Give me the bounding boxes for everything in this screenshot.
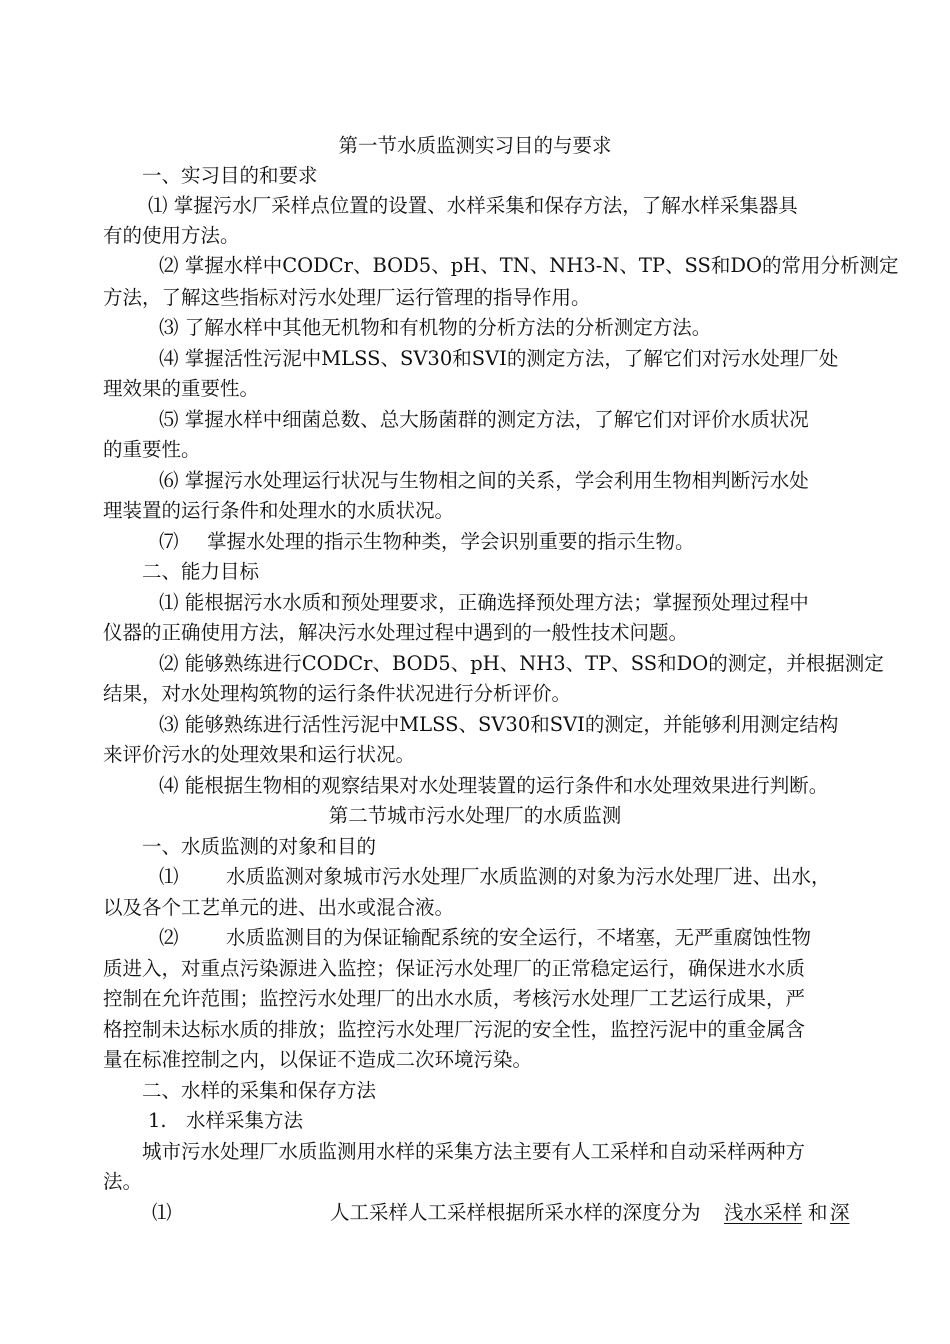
paragraph-line xyxy=(0,405,950,435)
heading-objects-purpose: 一、水质监测的对象和目的 xyxy=(142,835,377,858)
purpose-item-1-number: ⑴ xyxy=(159,865,179,888)
purpose-item-1: 水质监测对象城市污水处理厂水质监测的对象为污水处理厂进、出水， xyxy=(226,865,831,888)
goal-item-1: ⑴ 掌握污水厂采样点位置的设置、水样采集和保存方法，了解水样采集器具 xyxy=(148,194,798,217)
goal-item-4: ⑷ 掌握活性污泥中MLSS、SV30和SVI的测定方法，了解它们对污水处理厂处 xyxy=(159,347,839,370)
heading-sampling: 二、水样的采集和保存方法 xyxy=(142,1079,377,1102)
paragraph-line xyxy=(0,679,950,709)
ability-item-3: ⑶ 能够熟练进行活性污泥中MLSS、SV30和SVI的测定，并能够利用测定结构 xyxy=(159,713,839,736)
paragraph-line xyxy=(0,1167,950,1197)
paragraph-line xyxy=(0,191,950,221)
paragraph-line xyxy=(0,1045,950,1075)
paragraph-line xyxy=(0,344,950,374)
goal-item-4-cont: 理效果的重要性。 xyxy=(103,377,260,400)
paragraph-line xyxy=(0,984,950,1014)
goal-item-2: ⑵ 掌握水样中CODCr、BOD5、pH、TN、NH3-N、TP、SS和DO的常用分析测定 xyxy=(159,254,899,277)
ability-item-2: ⑵ 能够熟练进行CODCr、BOD5、pH、NH3、TP、SS和DO的测定，并根据测定 xyxy=(159,652,884,675)
heading-line xyxy=(0,1076,950,1106)
paragraph-line xyxy=(0,710,950,740)
heading-goals: 一、实习目的和要求 xyxy=(142,164,318,187)
paragraph-line xyxy=(0,1015,950,1045)
goal-item-6-cont: 理装置的运行条件和处理水的水质状况。 xyxy=(103,499,455,522)
heading-line xyxy=(0,557,950,587)
ability-item-3-cont: 来评价污水的处理效果和运行状况。 xyxy=(103,743,416,766)
paragraph-line xyxy=(0,283,950,313)
paragraph-line xyxy=(0,496,950,526)
paragraph-line xyxy=(0,588,950,618)
goal-item-6: ⑹ 掌握污水处理运行状况与生物相之间的关系，学会利用生物相判断污水处 xyxy=(159,469,809,492)
purpose-item-2-cont-4: 量在标准控制之内，以保证不造成二次环境污染。 xyxy=(103,1048,533,1071)
goal-item-2-cont: 方法，了解这些指标对污水处理厂运行管理的指导作用。 xyxy=(103,286,591,309)
deep-sampling-link[interactable]: 深 xyxy=(830,1201,850,1224)
goal-item-1-cont: 有的使用方法。 xyxy=(103,224,240,247)
manual-sampling-text: 人工采样人工采样根据所采水样的深度分为 xyxy=(330,1201,701,1224)
paragraph-line xyxy=(0,740,950,770)
paragraph-line xyxy=(0,649,950,679)
ability-item-4: ⑷ 能根据生物相的观察结果对水处理装置的运行条件和水处理效果进行判断。 xyxy=(159,774,829,797)
conjunction-text: 和 xyxy=(808,1201,828,1224)
purpose-item-2-number: ⑵ xyxy=(159,926,179,949)
paragraph-line xyxy=(0,862,950,892)
paragraph-line xyxy=(0,374,950,404)
purpose-item-1-cont: 以及各个工艺单元的进、出水或混合液。 xyxy=(103,896,455,919)
paragraph-line xyxy=(0,313,950,343)
section-1-title: 第一节水质监测实习目的与要求 xyxy=(338,134,612,157)
paragraph-line xyxy=(0,527,950,557)
paragraph-line xyxy=(0,435,950,465)
shallow-sampling-link[interactable]: 浅水采样 xyxy=(724,1201,803,1224)
section-2-title: 第二节城市污水处理厂的水质监测 xyxy=(328,804,622,827)
ability-item-1: ⑴ 能根据污水水质和预处理要求，正确选择预处理方法；掌握预处理过程中 xyxy=(159,591,809,614)
subheading-sampling-method: 水样采集方法 xyxy=(186,1109,304,1132)
paragraph-line xyxy=(0,221,950,251)
goal-item-5-cont: 的重要性。 xyxy=(103,438,201,461)
paragraph-line xyxy=(0,1198,950,1228)
paragraph-line xyxy=(0,1137,950,1167)
manual-sampling-number: ⑴ xyxy=(152,1201,172,1224)
purpose-item-2-cont-2: 控制在允许范围；监控污水处理厂的出水水质，考核污水处理厂工艺运行成果，严 xyxy=(103,987,806,1010)
ability-item-1-cont: 仪器的正确使用方法，解决污水处理过程中遇到的一般性技术问题。 xyxy=(103,621,689,644)
heading-abilities: 二、能力目标 xyxy=(142,560,260,583)
subheading-line xyxy=(0,1106,950,1136)
heading-line xyxy=(0,832,950,862)
section-1-title-line xyxy=(0,131,950,161)
paragraph-line xyxy=(0,954,950,984)
paragraph-line xyxy=(0,771,950,801)
subheading-number: 1. xyxy=(148,1109,167,1132)
purpose-item-2-cont-3: 格控制未达标水质的排放；监控污水处理厂污泥的安全性，监控污泥中的重金属含 xyxy=(103,1018,806,1041)
purpose-item-2: 水质监测目的为保证输配系统的安全运行，不堵塞，无严重腐蚀性物 xyxy=(226,926,812,949)
ability-item-2-cont: 结果，对水处理构筑物的运行条件状况进行分析评价。 xyxy=(103,682,572,705)
section-2-title-line xyxy=(0,801,950,831)
goal-item-7-number: ⑺ xyxy=(159,530,179,553)
paragraph-line xyxy=(0,618,950,648)
goal-item-5: ⑸ 掌握水样中细菌总数、总大肠菌群的测定方法，了解它们对评价水质状况 xyxy=(159,408,809,431)
paragraph-line xyxy=(0,251,950,281)
sampling-paragraph: 城市污水处理厂水质监测用水样的采集方法主要有人工采样和自动采样两种方 xyxy=(142,1140,806,1163)
paragraph-line xyxy=(0,923,950,953)
paragraph-line xyxy=(0,893,950,923)
heading-line xyxy=(0,161,950,191)
goal-item-7: 掌握水处理的指示生物种类，学会识别重要的指示生物。 xyxy=(207,530,695,553)
purpose-item-2-cont-1: 质进入，对重点污染源进入监控；保证污水处理厂的正常稳定运行，确保进水水质 xyxy=(103,957,806,980)
sampling-paragraph-cont: 法。 xyxy=(103,1170,143,1193)
paragraph-line xyxy=(0,466,950,496)
goal-item-3: ⑶ 了解水样中其他无机物和有机物的分析方法的分析测定方法。 xyxy=(159,316,712,339)
